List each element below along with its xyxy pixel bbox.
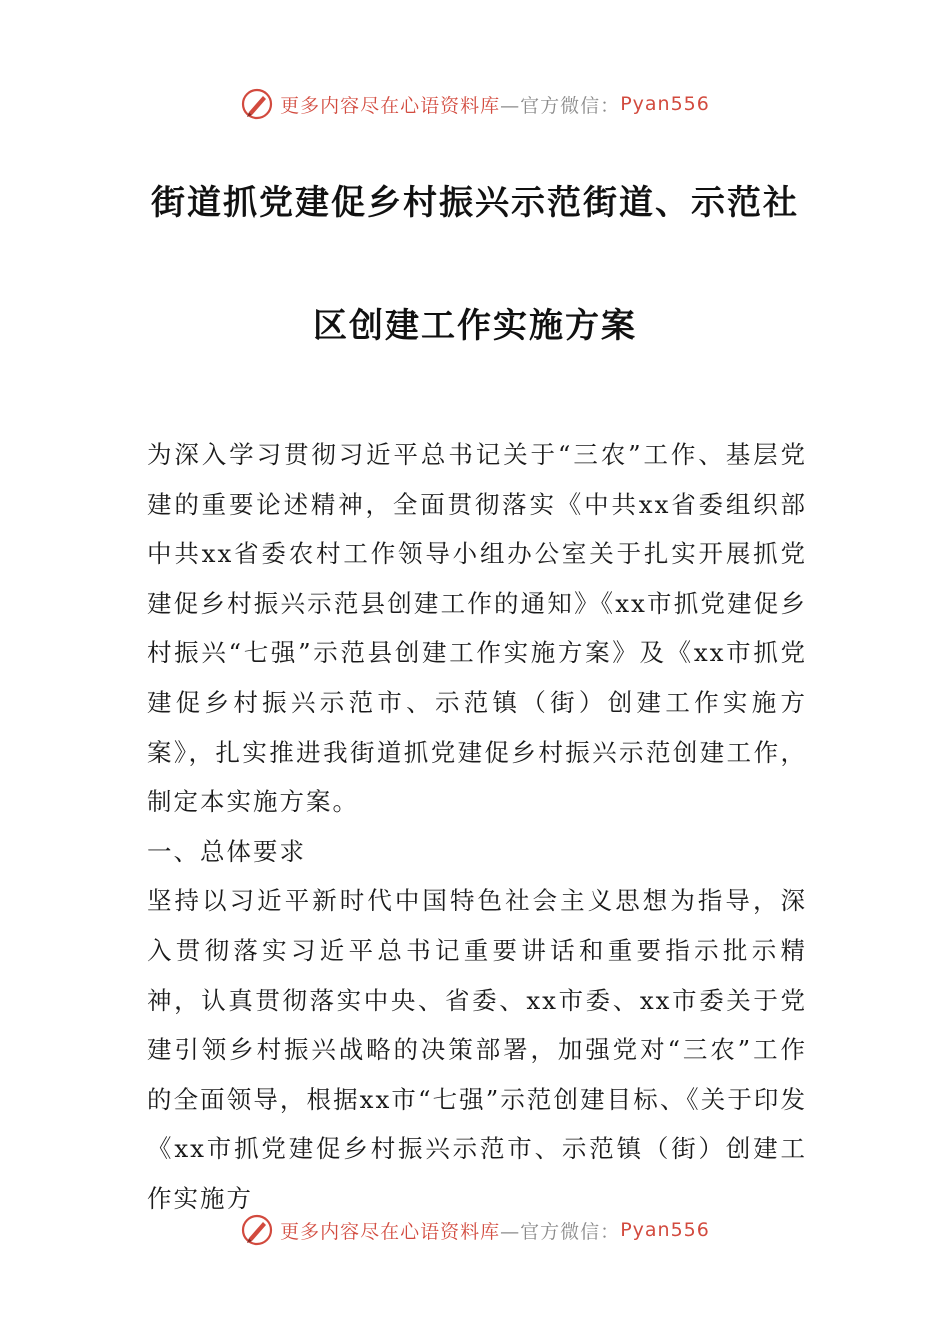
banner-middle: —官方微信：: [500, 94, 621, 117]
footer-banner-middle: —官方微信：: [500, 1220, 621, 1243]
banner-wechat: Pyan556: [620, 93, 710, 115]
footer-banner-prefix: 更多内容尽在心语资料库: [280, 1220, 501, 1243]
section-heading: 一、总体要求: [147, 836, 306, 866]
paragraph-requirements: 坚持以习近平新时代中国特色社会主义思想为指导，深入贯彻落实习近平总书记重要讲话和重要指示批示精神，认真贯彻落实中央、省委、xx市委、xx市委关于党建引领乡村振兴战略的决策部署，加强党对“三农”工作的全面领导，根据xx市“七强”示范创建目标、《关于印发《xx市抓党建促乡村振兴示范市、示范镇（街）创建工作实施方: [147, 886, 807, 1213]
pen-logo-icon: [240, 87, 274, 121]
header-banner: [0, 84, 950, 124]
document-title-line1: 街道抓党建促乡村振兴示范街道、示范社: [151, 183, 799, 223]
footer-banner-wechat: Pyan556: [620, 1219, 710, 1241]
pen-logo-icon: [240, 1213, 274, 1247]
banner-prefix: 更多内容尽在心语资料库: [280, 94, 501, 117]
footer-banner: [0, 1210, 950, 1250]
document-title-line2: 区创建工作实施方案: [313, 306, 637, 346]
document-body: [147, 430, 807, 1224]
paragraph-intro: 为深入学习贯彻习近平总书记关于“三农”工作、基层党建的重要论述精神，全面贯彻落实《中共xx省委组织部中共xx省委农村工作领导小组办公室关于扎实开展抓党建促乡村振兴示范县创建工作的通知》《xx市抓党建促乡村振兴“七强”示范县创建工作实施方案》及《xx市抓党建促乡村振兴示范市、示范镇（街）创建工作实施方案》，扎实推进我街道抓党建促乡村振兴示范创建工作，制定本实施方案。: [147, 440, 807, 817]
